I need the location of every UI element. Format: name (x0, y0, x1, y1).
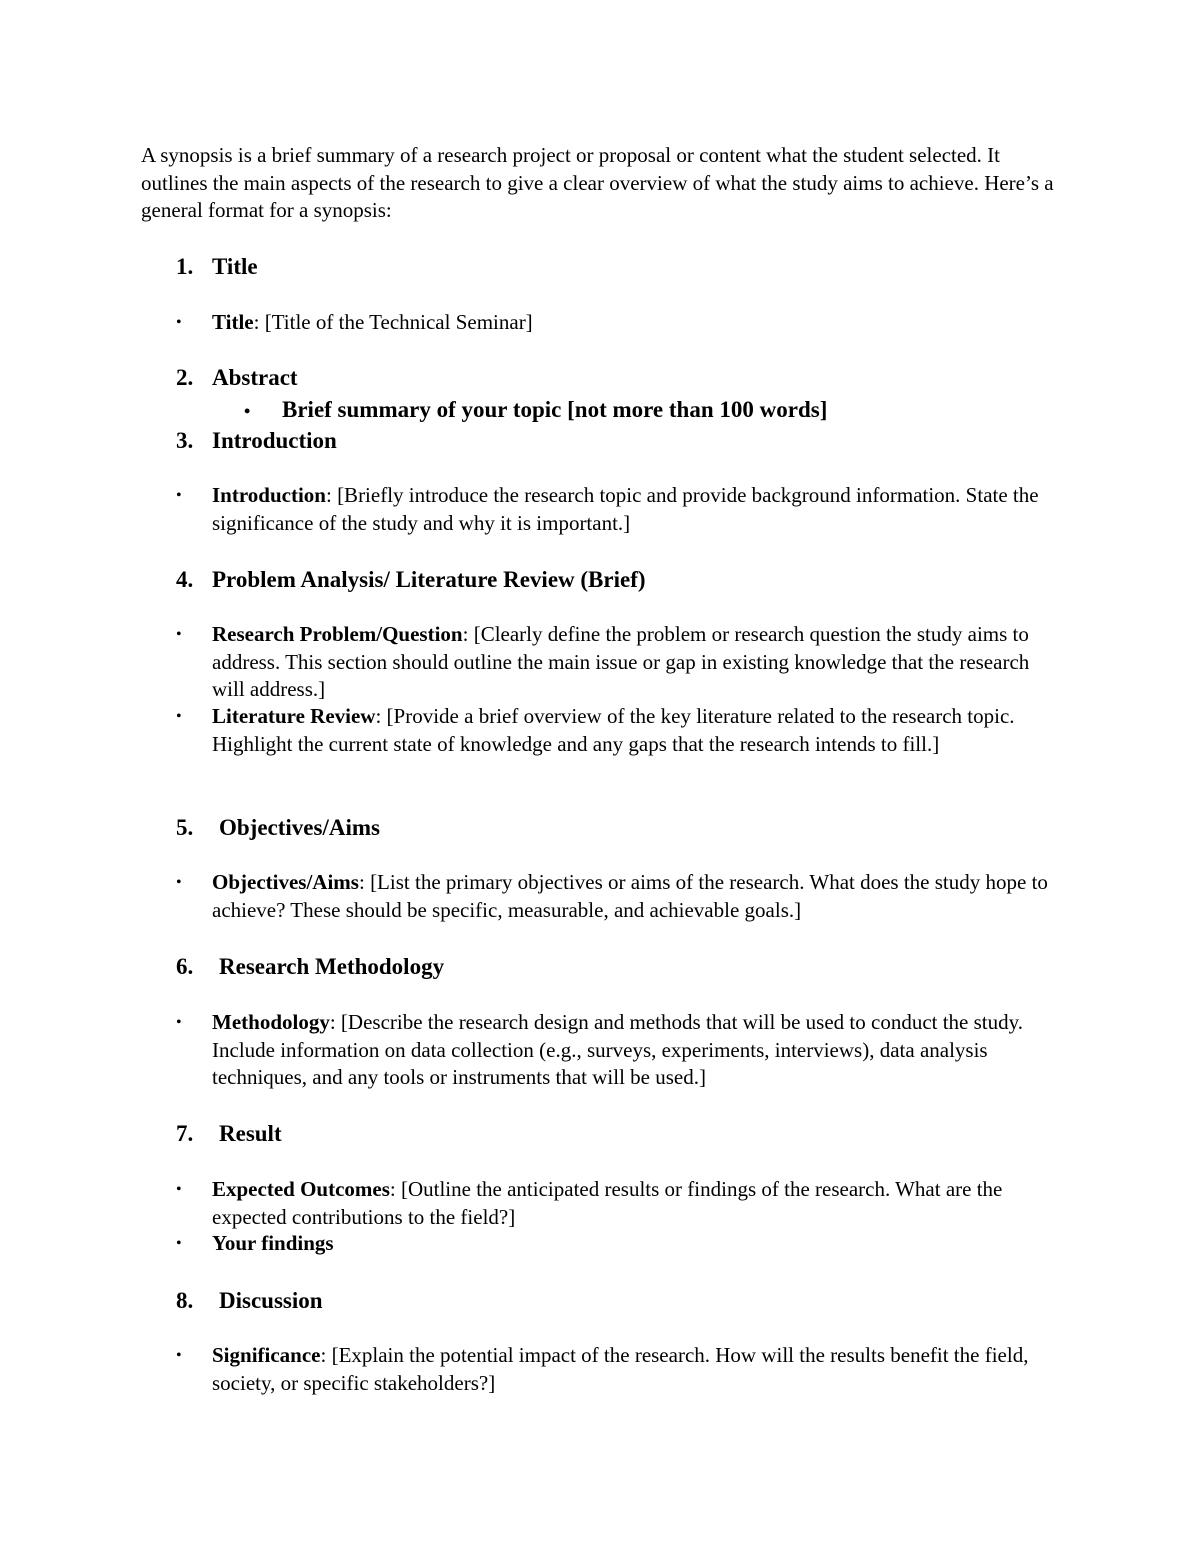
bullet-icon: • (176, 874, 182, 891)
section-heading-text: Title (212, 254, 258, 279)
bullet-icon: • (176, 1181, 182, 1198)
bullet-icon: • (176, 708, 182, 725)
section-number: 7. (176, 1121, 194, 1146)
section-number: 6. (176, 954, 194, 979)
section-number: 5. (176, 815, 194, 840)
section-heading-discussion (176, 1286, 323, 1316)
section-heading-methodology (176, 952, 444, 982)
bullet-objectives (176, 869, 1066, 924)
bullet-abstract (244, 395, 827, 426)
bullet-text: Brief summary of your topic [not more than 100 words] (282, 397, 828, 422)
bullet-label: Significance (212, 1343, 321, 1367)
section-heading-title (176, 252, 258, 282)
bullet-text: : [Outline the anticipated results or findings of the research. What are the expected contributions to the field?] (212, 1177, 1003, 1229)
section-number: 2. (176, 365, 194, 390)
bullet-icon: • (176, 626, 182, 643)
section-heading-text: Discussion (219, 1288, 323, 1313)
bullet-title (176, 309, 1066, 337)
section-heading-objectives (176, 813, 380, 843)
bullet-text: : [Clearly define the problem or research question the study aims to address. This section should outline the main issue or gap in existing knowledge that the research will address.] (212, 622, 1030, 701)
bullet-icon: • (176, 314, 182, 331)
bullet-significance (176, 1342, 1066, 1397)
section-heading-introduction (176, 426, 337, 456)
bullet-icon: • (176, 1235, 182, 1252)
intro-paragraph: A synopsis is a brief summary of a research project or proposal or content what the student selected. It outlines the main aspects of the research to give a clear overview of what the study aims to achieve. Here’s a general format for a synopsis: (141, 143, 1054, 222)
section-number: 8. (176, 1288, 194, 1313)
bullet-text: : [Title of the Technical Seminar] (253, 310, 533, 334)
bullet-text: : [Describe the research design and methods that will be used to conduct the study. Include information on data collection (e.g., surveys, experiments, interviews), data analysis techniques, and any tools or instruments that will be used.] (212, 1010, 1024, 1089)
bullet-methodology (176, 1009, 1066, 1092)
section-heading-text: Result (219, 1121, 282, 1146)
bullet-text: : [Briefly introduce the research topic and provide background information. State the significance of the study and why it is important.] (212, 483, 1039, 535)
section-heading-text: Objectives/Aims (219, 815, 380, 840)
bullet-introduction (176, 482, 1066, 537)
section-heading-text: Introduction (212, 428, 337, 453)
bullet-icon: • (244, 401, 251, 421)
section-heading-result (176, 1119, 282, 1149)
bullet-label: Expected Outcomes (212, 1177, 390, 1201)
bullet-label: Literature Review (212, 704, 376, 728)
bullet-literature-review (176, 703, 1066, 758)
section-number: 1. (176, 254, 194, 279)
bullet-research-problem (176, 621, 1066, 704)
bullet-label: Research Problem/Question (212, 622, 463, 646)
section-number: 4. (176, 567, 194, 592)
bullet-icon: • (176, 1347, 182, 1364)
bullet-text: : [Explain the potential impact of the research. How will the results benefit the field, society, or specific stakeholders?] (212, 1343, 1029, 1395)
section-heading-problem-analysis (176, 565, 646, 595)
bullet-text: : [Provide a brief overview of the key literature related to the research topic. Highlight the current state of knowledge and any gaps that the research intends to fill.] (212, 704, 1015, 756)
section-heading-abstract (176, 363, 298, 393)
section-number: 3. (176, 428, 194, 453)
section-heading-text: Research Methodology (219, 954, 445, 979)
bullet-label: Title (212, 310, 254, 334)
bullet-label: Your findings (212, 1231, 334, 1255)
bullet-icon: • (176, 487, 182, 504)
bullet-label: Introduction (212, 483, 326, 507)
bullet-label: Methodology (212, 1010, 330, 1034)
bullet-expected-outcomes (176, 1176, 1066, 1231)
bullet-label: Objectives/Aims (212, 870, 359, 894)
bullet-your-findings (176, 1230, 1066, 1258)
section-heading-text: Problem Analysis/ Literature Review (Brief) (212, 567, 646, 592)
section-heading-text: Abstract (212, 365, 298, 390)
bullet-icon: • (176, 1014, 182, 1031)
bullet-text: : [List the primary objectives or aims of the research. What does the study hope to achieve? These should be specific, measurable, and achievable goals.] (212, 870, 1048, 922)
